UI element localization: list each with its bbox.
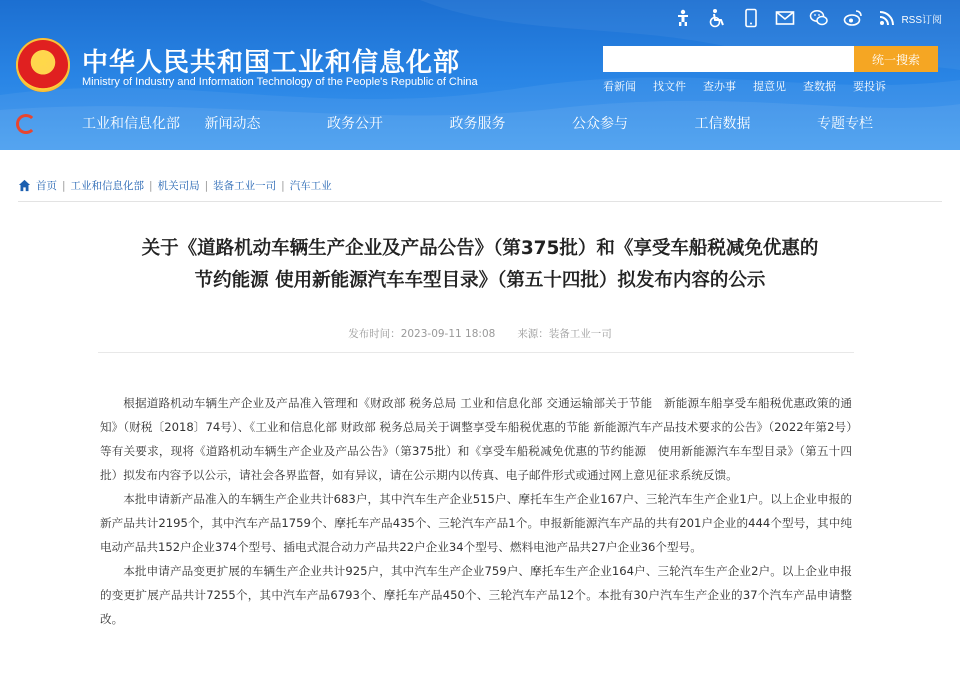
nav-item-ministry[interactable]: 工业和信息化部 [82,116,180,132]
weibo-icon[interactable] [843,8,863,28]
search-box [603,46,938,72]
source-value: 装备工业一司 [548,328,612,340]
breadcrumb-separator: | [281,179,285,192]
wheelchair-icon[interactable] [707,8,727,28]
nav-item-data[interactable]: 工信数据 [694,116,751,132]
home-icon [18,179,31,192]
rss-icon[interactable] [877,8,897,28]
article-title-line-2: 节约能源 使用新能源汽车车型目录》（第五十四批）拟发布内容的公示 [194,270,766,291]
quick-links [603,78,886,94]
nav-item-services[interactable]: 政务服务 [449,116,506,132]
article-title-line-1: 关于《道路机动车辆生产企业及产品公告》（第375批）和《享受车船税减免优惠的 [141,238,819,259]
article-body [100,391,852,631]
breadcrumb-separator: | [62,179,66,192]
quick-link-documents[interactable]: 找文件 [653,80,686,93]
site-subtitle: Ministry of Industry and Information Technology of the People's Republic of China [82,76,478,88]
site-title: 中华人民共和国工业和信息化部 [82,48,461,78]
mobile-icon[interactable] [741,8,761,28]
published-date: 2023-09-11 18:08 [400,328,496,340]
main-nav [82,113,940,133]
nav-item-government-affairs[interactable]: 政务公开 [327,116,383,132]
breadcrumb-separator: | [204,179,209,192]
search-input[interactable] [603,46,854,72]
nav-logo-icon [16,114,36,134]
nav-item-public-participation[interactable]: 公众参与 [572,116,628,132]
article-paragraph: 本批申请新产品准入的车辆生产企业共计683户，其中汽车生产企业515户、摩托车生产企业167户、三轮汽车生产企业1户。以上企业申报的新产品共计2195个，其中汽车产品1759个、摩托车产品435个、三轮汽车产品1个。申报新能源汽车产品的共有201户企业的444个型号，其中纯电动产品共152户企业374个型号、插电式混合动力产品共22户企业34个型号、燃料电池产品共27户企业36个型号。 [100,492,852,554]
breadcrumb [18,178,332,193]
search-button[interactable]: 统一搜索 [854,46,938,72]
top-utility-icons [673,8,942,28]
mail-icon[interactable] [775,8,795,28]
site-header [0,0,960,150]
accessibility-icon[interactable] [673,8,693,28]
quick-link-data[interactable]: 查数据 [803,80,836,93]
quick-link-feedback[interactable]: 提意见 [753,80,786,93]
breadcrumb-equipment-dept[interactable]: 装备工业一司 [213,180,277,192]
published-label: 发布时间： [348,328,401,340]
national-emblem-logo[interactable] [16,38,70,92]
meta-divider [98,352,854,353]
source-label: 来源： [517,328,549,340]
rss-subscribe-link[interactable]: RSS订阅 [901,14,942,26]
nav-item-topics[interactable]: 专题专栏 [817,116,873,132]
wechat-icon[interactable] [809,8,829,28]
article-meta [0,326,960,341]
article-paragraph: 本批申请产品变更扩展的车辆生产企业共计925户，其中汽车生产企业759户、摩托车生产企业164户、三轮汽车生产企业2户。以上企业申报的变更扩展产品共计7255个，其中汽车产品6793个、摩托车产品450个、三轮汽车产品12个。本批有30户汽车生产企业的37个汽车产品申请整改。 [100,564,852,626]
breadcrumb-ministry[interactable]: 工业和信息化部 [70,180,145,192]
quick-link-complaint[interactable]: 要投诉 [853,80,886,93]
breadcrumb-separator: | [149,179,153,192]
quick-link-services[interactable]: 查办事 [703,80,736,93]
breadcrumb-automotive[interactable]: 汽车工业 [289,180,332,192]
nav-item-news[interactable]: 新闻动态 [204,116,261,132]
article-paragraph: 根据道路机动车辆生产企业及产品准入管理和《财政部 税务总局 工业和信息化部 交通运输部关于节能 新能源车船享受车船税优惠政策的通知》（财税〔2018〕74号）、《工业和信息化部 财政部 税务总局关于调整享受车船税优惠的节能 新能源汽车产品技术要求的公告》（2022年第2号）等有关要求，现将《道路机动车辆生产企业及产品公告》（第375批）和《享受车船税减免优惠的节约能源 使用新能源汽车车型目录》（第五十四批）拟发布内容予以公示，请社会各界监督，如有异议，请在公示期内以传真、电子邮件形式或通过网上意见征求系统反馈。 [100,396,852,482]
breadcrumb-home[interactable]: 首页 [36,180,57,192]
article-title [80,233,880,297]
breadcrumb-divider [18,201,942,202]
quick-link-news[interactable]: 看新闻 [603,80,636,93]
breadcrumb-departments[interactable]: 机关司局 [157,180,200,192]
